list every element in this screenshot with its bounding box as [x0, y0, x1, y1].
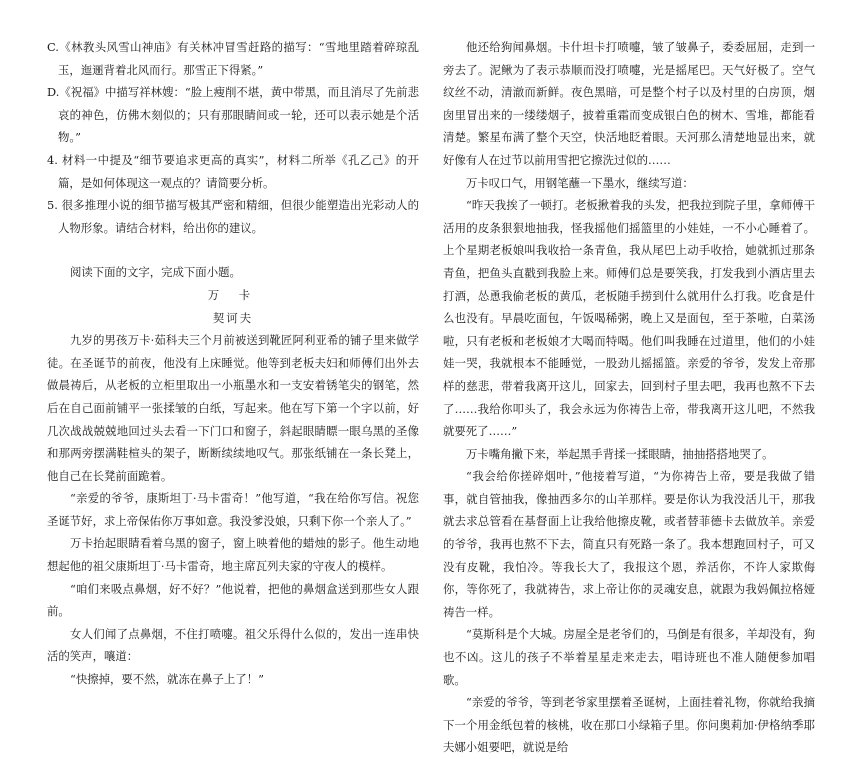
- story-paragraph: “亲爱的爷爷，等到老爷家里摆着圣诞树，上面挂着礼物，你就给我摘下一个用金纸包着的核桃，收在那口小绿箱子里。你问奥莉加·伊格纳季耶夫娜小姐要吧，就说是给: [443, 695, 815, 755]
- story-paragraph: 九岁的男孩万卡·茹科夫三个月前被送到靴匠阿利亚希的铺子里来做学徒。在圣诞节的前夜，他没有上床睡觉。他等到老板夫妇和师傅们出外去做晨祷后，从老板的立柜里取出一小瓶墨水和一支安着锈笔尖的钢笔，然后在自己面前铺平一张揉皱的白纸，写起来。他在写下第一个字以前，好几次战战兢兢地回过头去看一下门口和窗子，斜起眼睛瞟一眼乌黑的圣像和那两旁摆满鞋楦头的架子，断断续续地叹气。那张纸铺在一条长凳上，他自己在长凳前面跪着。: [47, 333, 419, 483]
- story-title: 万 卡: [207, 287, 259, 302]
- story-paragraph: “快擦掉，要不然，就冻在鼻子上了！”: [70, 672, 264, 687]
- story-paragraph: “咱们来吸点鼻烟，好不好？”他说着，把他的鼻烟盒送到那些女人跟前。: [47, 581, 419, 619]
- story-paragraph: “亲爱的爷爷，康斯坦丁·马卡雷奇！”他写道，“我在给你写信。祝您圣诞节好，求上帝保佑你万事如意。我没爹没娘，只剩下你一个亲人了。”: [47, 491, 419, 528]
- right-column: [443, 36, 815, 759]
- left-column: [47, 36, 419, 691]
- question-4: 4. 材料一中提及“细节要追求更高的真实”，材料二所举《孔乙己》的开篇，是如何体现这一观点的？请简要分析。: [47, 152, 419, 190]
- story-paragraph: 万卡嘴角撇下来，举起黑手背揉一揉眼睛，抽抽搭搭地哭了。: [466, 446, 774, 461]
- option-c: C.《林教头风雪山神庙》有关林冲冒雪赶路的描写：“雪地里踏着碎琼乱玉，迤逦背着北风而行。那雪正下得紧。”: [47, 40, 419, 77]
- question-5: 5. 很多推理小说的细节描写极其严密和精细，但很少能塑造出光彩动人的人物形象。请结合材料，给出你的建议。: [47, 198, 419, 235]
- story-paragraph: “莫斯科是个大城。房屋全是老爷们的，马倒是有很多，羊却没有，狗也不凶。这儿的孩子不举着星星走来走去，唱诗班也不准人随便参加唱歌。: [443, 627, 815, 687]
- story-paragraph: 万卡抬起眼睛看着乌黑的窗子，窗上映着他的蜡烛的影子。他生动地想起他的祖父康斯坦丁·马卡雷奇，地主席瓦列夫家的守夜人的模样。: [47, 536, 419, 574]
- story-paragraph: “昨天我挨了一顿打。老板揪着我的头发，把我拉到院子里，拿师傅干活用的皮条狠狠地抽我，怪我摇他们摇篮里的小娃娃，一不小心睡着了。上个星期老板娘叫我收拾一条青鱼，我从尾巴上动手收拾，她就抓过那条青鱼，把鱼头直戳到我脸上来。师傅们总是要笑我，打发我到小酒店里去打酒，怂恿我偷老板的黄瓜，老板随手捞到什么就用什么打我。吃食是什么也没有。早晨吃面包，午饭喝稀粥，晚上又是面包，至于茶啦，白菜汤啦，只有老板和老板娘才大喝而特喝。他们叫我睡在过道里，他们的小娃娃一哭，我就根本不能睡觉，一股劲儿摇摇篮。亲爱的爷爷，发发上帝那样的慈悲，带着我离开这儿，回家去，回到村子里去吧，我再也熬不下去了……我给你叩头了，我会永远为你祷告上帝，带我离开这儿吧，不然我就要死了……”: [443, 198, 815, 439]
- spacer: [47, 239, 419, 261]
- story-paragraph: 万卡叹口气，用钢笔蘸一下墨水，继续写道：: [466, 175, 694, 190]
- story-paragraph: 他还给狗闻鼻烟。卡什坦卡打喷嚏，皱了皱鼻子，委委屈屈，走到一旁去了。泥鳅为了表示恭顺而没打喷嚏，光是摇尾巴。天气好极了。空气纹丝不动，清澈而新鲜。夜色黑暗，可是整个村子以及村里的白房顶，烟囱里冒出来的一缕缕烟子，披着重霜而变成银白色的树木、雪堆，都能看清楚。繁星布满了整个天空，快活地眨着眼。天河那么清楚地显出来，就好像有人在过节以前用雪把它擦洗过似的……: [443, 40, 815, 167]
- reading-instruction: 阅读下面的文字，完成下面小题。: [70, 265, 241, 280]
- story-paragraph: 女人们闻了点鼻烟，不住打喷嚏。祖父乐得什么似的，发出一连串快活的笑声，嚷道：: [47, 626, 419, 664]
- option-d: D.《祝福》中描写祥林嫂：“脸上瘦削不堪，黄中带黑，而且消尽了先前悲哀的神色，仿佛木刻似的；只有那眼睛间或一轮，还可以表示她是个活物。”: [47, 85, 419, 145]
- story-paragraph: “我会给你搓碎烟叶，”他接着写道，“为你祷告上帝，要是我做了错事，就自管抽我，像抽西多尔的山羊那样。要是你认为我没活儿干，那我就去求总管看在基督面上让我给他擦皮靴，或者替菲德卡去做放羊。亲爱的爷爷，我再也熬不下去，简直只有死路一条了。我本想跑回村子，可又没有皮靴，我怕冷。等我长大了，我报这个恩，养活你，不许人家欺侮你，等你死了，我就祷告，求上帝让你的灵魂安息，就跟为我妈佩拉格娅祷告一样。: [443, 469, 815, 619]
- story-author: 契诃夫: [212, 310, 254, 325]
